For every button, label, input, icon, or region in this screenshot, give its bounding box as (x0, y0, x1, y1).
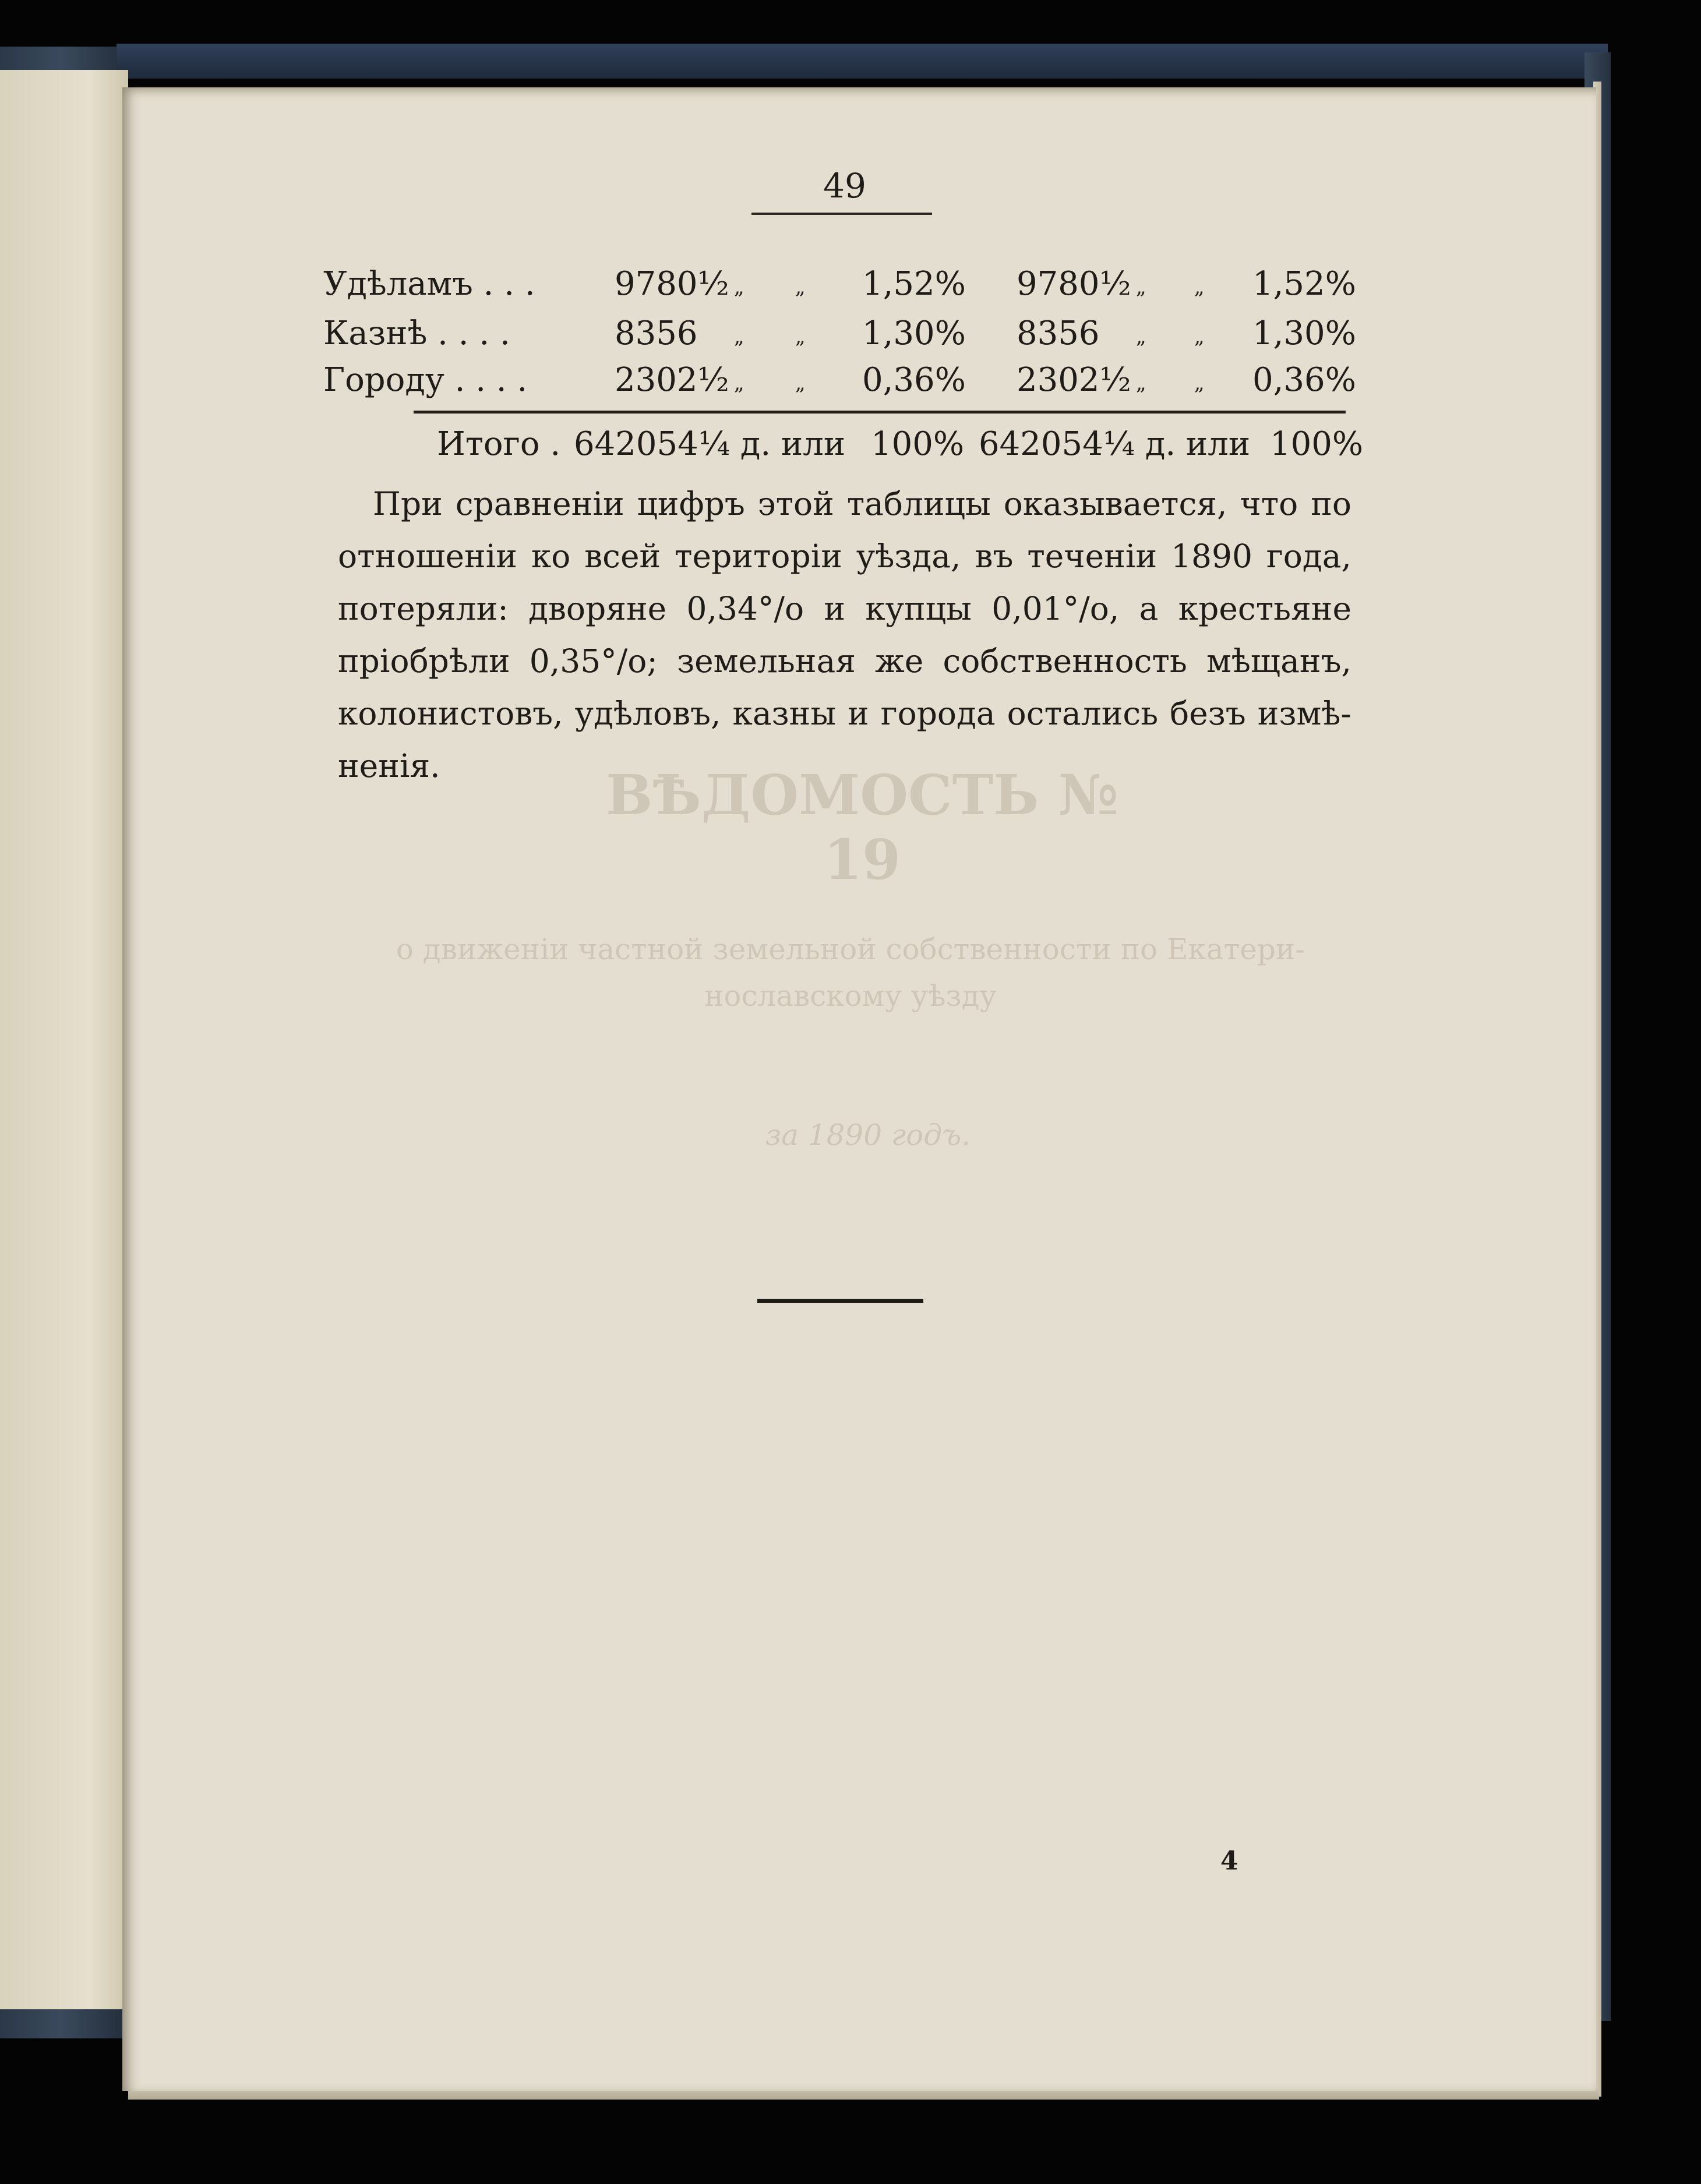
total-label: Итого . (437, 425, 561, 463)
paragraph-line: потеряли: дворяне 0,34°/о и купцы 0,01°/о, а крестьяне (338, 590, 1351, 627)
row-percent-start: 1,30% (862, 314, 966, 352)
row-percent-start: 0,36% (862, 361, 966, 399)
book-cover-top-edge (117, 44, 1608, 79)
row-percent-start: 1,52% (862, 265, 966, 303)
ditto-mark: „ (734, 372, 744, 395)
ditto-mark: „ (795, 275, 806, 299)
total-percent-end: 100% (1270, 425, 1364, 463)
page-number-rule (751, 213, 932, 215)
ditto-mark: „ (1136, 372, 1146, 395)
paragraph-line: ненія. (338, 747, 440, 784)
table-total-row (0, 425, 1701, 472)
row-amount-1890-start: 2302½ (615, 361, 729, 399)
ditto-mark: „ (1136, 275, 1146, 299)
total-amount-start: 642054¼ д. или (574, 425, 846, 463)
row-label: Городу . . . . (323, 361, 528, 399)
row-percent-end: 0,36% (1252, 361, 1356, 399)
paragraph-line: При сравненіи цифръ этой таблицы оказывается, что по (373, 485, 1351, 522)
ditto-mark: „ (734, 325, 744, 348)
row-amount-1890-start: 9780½ (615, 265, 729, 303)
paragraph-line: колонистовъ, удѣловъ, казны и города остались безъ измѣ- (338, 695, 1351, 732)
row-percent-end: 1,52% (1252, 265, 1356, 303)
bleed-through-heading: ВѢДОМОСТЬ № 19 (605, 763, 1119, 892)
row-amount-1890-start: 8356 (615, 314, 698, 352)
ditto-mark: „ (1194, 372, 1205, 395)
table-row (0, 314, 1701, 361)
row-label: Казнѣ . . . . (323, 314, 510, 352)
ditto-mark: „ (1194, 325, 1205, 348)
paragraph-line: отношеніи ко всей територіи уѣзда, въ теченіи 1890 года, (338, 538, 1351, 575)
row-amount-1890-end: 2302½ (1017, 361, 1131, 399)
row-amount-1890-end: 9780½ (1017, 265, 1131, 303)
printer-signature-mark: 4 (1220, 1846, 1238, 1876)
total-percent-start: 100% (871, 425, 965, 463)
ditto-mark: „ (795, 372, 806, 395)
ditto-mark: „ (1136, 325, 1146, 348)
table-row (0, 265, 1701, 312)
bleed-through-line-1: о движеніи частной земельной собственности по Екатери- (396, 932, 1305, 966)
ditto-mark: „ (1194, 275, 1205, 299)
bleed-through-year: за 1890 годъ. (765, 1118, 971, 1152)
bleed-through-line-2: нославскому уѣзду (704, 979, 997, 1013)
body-paragraph (338, 478, 1351, 792)
total-amount-end: 642054¼ д. или (979, 425, 1251, 463)
row-amount-1890-end: 8356 (1017, 314, 1100, 352)
paragraph-line: пріобрѣли 0,35°/о; земельная же собственность мѣщанъ, (338, 642, 1351, 680)
row-percent-end: 1,30% (1252, 314, 1356, 352)
table-total-rule (414, 411, 1346, 414)
bleed-through-subtitle (338, 926, 1363, 1019)
ditto-mark: „ (734, 275, 744, 299)
page-number: 49 (823, 166, 866, 206)
section-end-rule (757, 1299, 923, 1303)
table-row (0, 361, 1701, 408)
ditto-mark: „ (795, 325, 806, 348)
row-label: Удѣламъ . . . (323, 265, 535, 303)
